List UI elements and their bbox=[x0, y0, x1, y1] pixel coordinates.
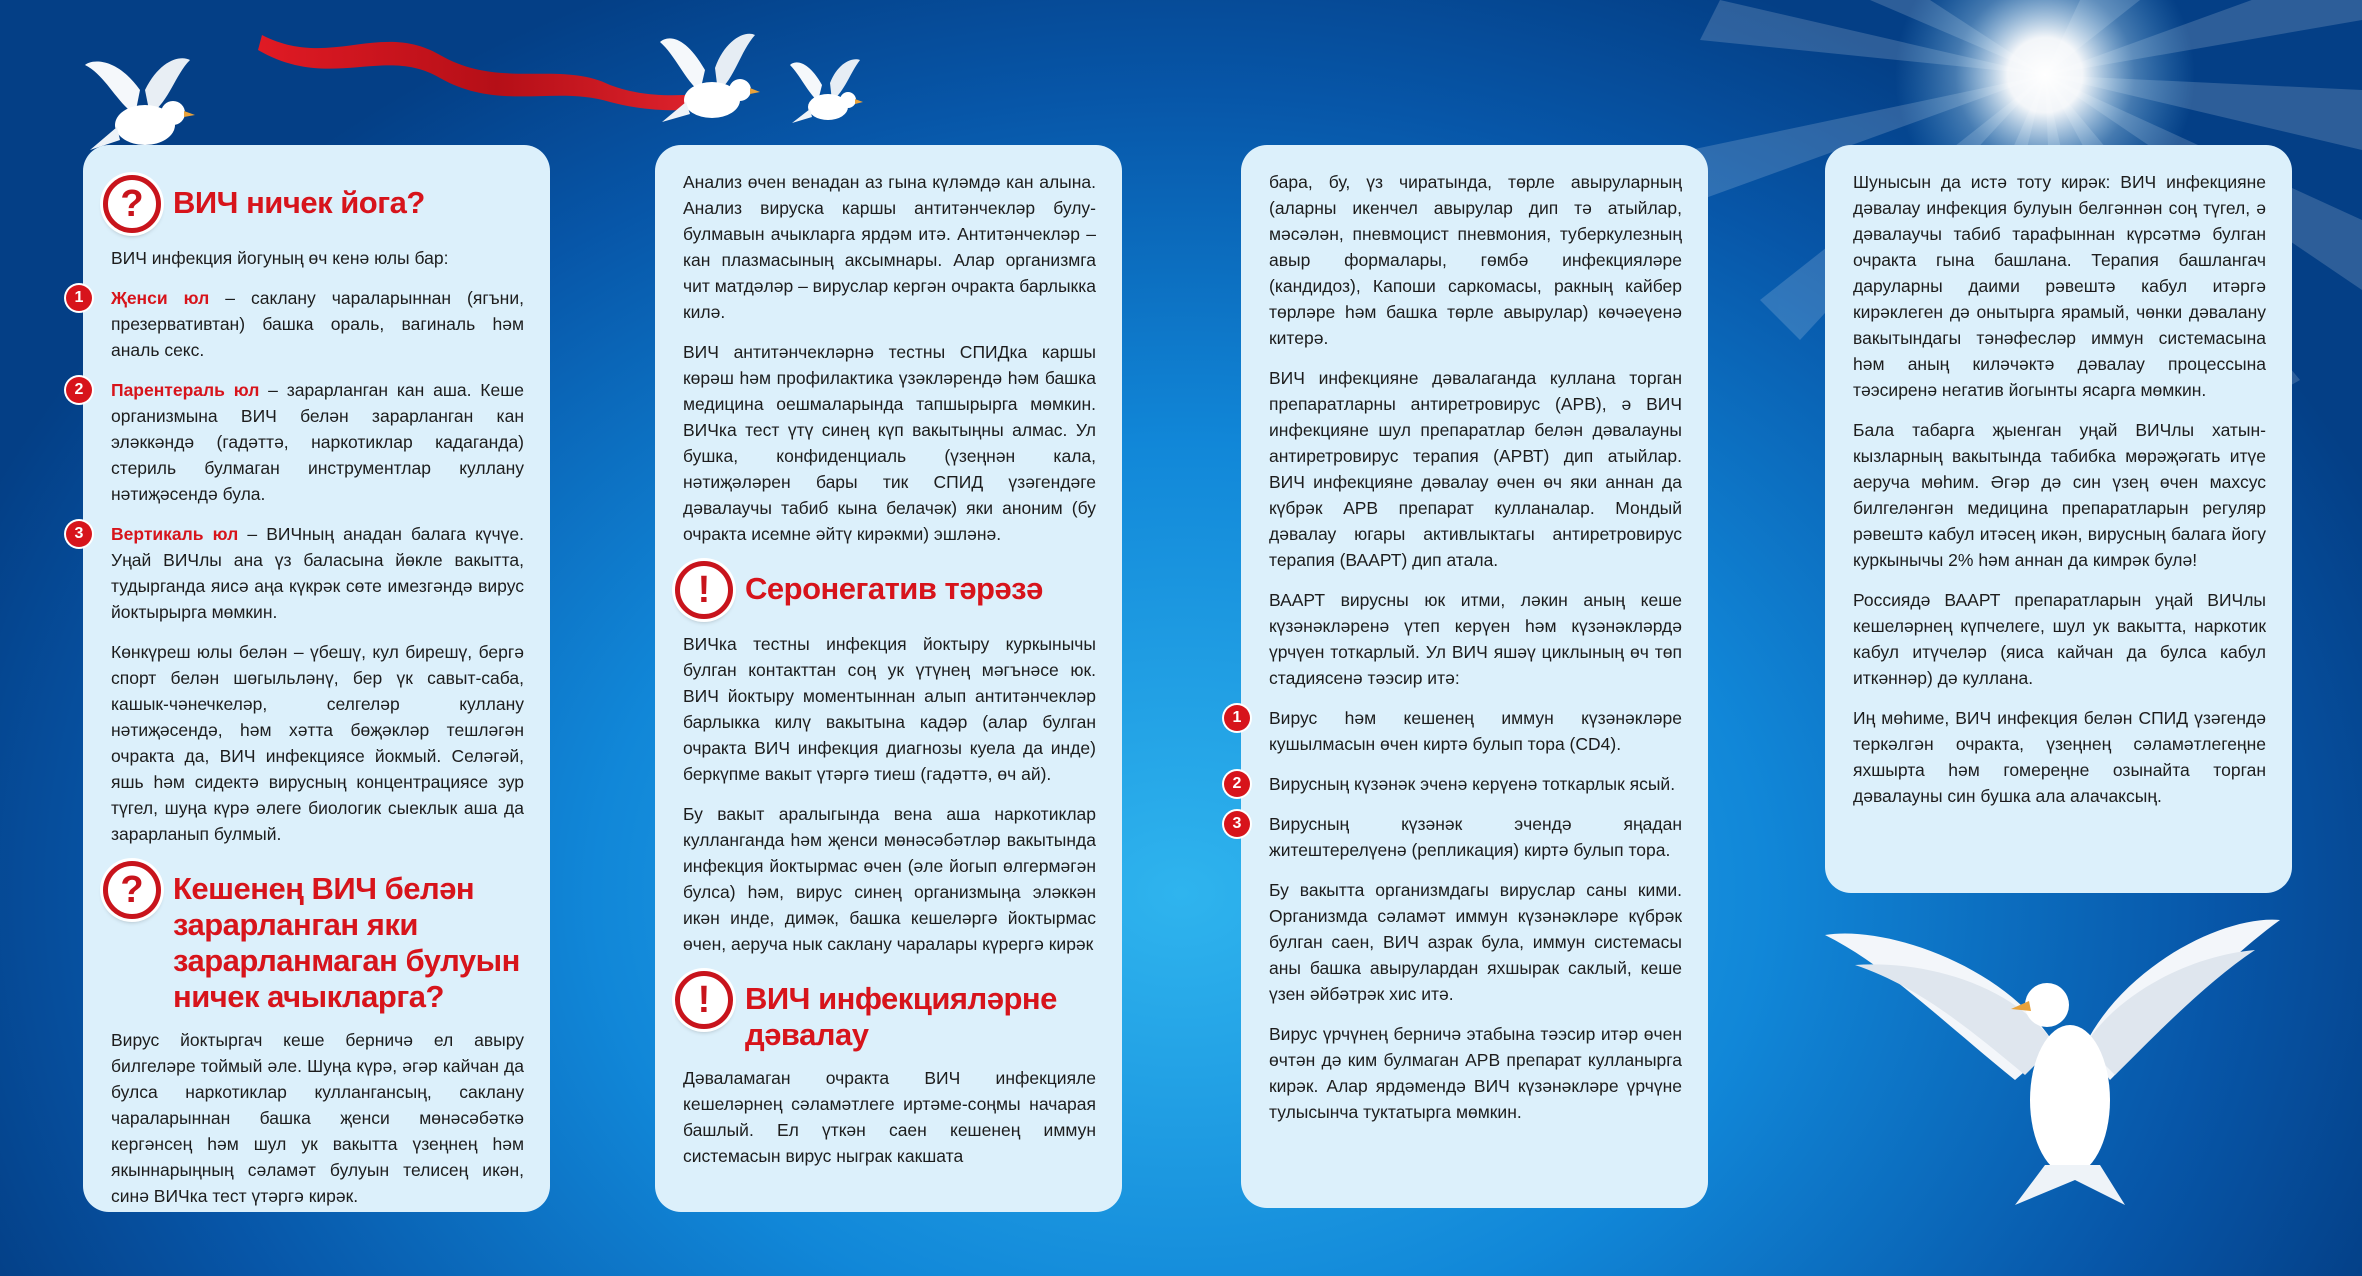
body-paragraph: Көнкүреш юлы белән – үбешү, кул бирешү, бергә спорт белән шөгыльләнү, бер үк савыт-саба, кашык-чәнечкеләр, селгеләр куллану нәтиҗәсендә, һәм хәтта бөҗәкләр тешләгән очракта да, ВИЧ инфекциясе йокмый. Селәгәй, яшь һәм сидектә вирусның концентрациясе зур түгел, шуңа күрә әлеге биологик сыеклык аша да зарарланып булмый. bbox=[111, 642, 524, 844]
info-panel-2 bbox=[655, 145, 1122, 1212]
heading-how-to-know bbox=[103, 861, 524, 1015]
question-icon: ? bbox=[103, 175, 161, 233]
body-paragraph: Вирус үрчүнең берничә этабына тәэсир итәр өчен өчтән дә ким булмаган АРВ препарат кулланырга кирәк. Алар ярдәмендә ВИЧ күзәнәкләре үрчүне тулысынча туктатырга мөмкин. bbox=[1269, 1024, 1682, 1122]
section-title: ВИЧ инфекцияләрне дәвалау bbox=[745, 981, 1057, 1052]
body-paragraph: ВИЧ инфекцияне дәвалаганда куллана торган препаратларны антиретровирус (АРВ), ә ВИЧ инфекцияне шул препаратлар белән дәвалауны антиретровирус терапия (АРВТ) дип атыйлар. ВИЧ инфекцияне дәвалау өчен өч яки аннан да күбрәк АРВ препарат кулланалар. Мондый дәвалау югары активлыктагы антиретровирус терапия (ВААРТ) дип атала. bbox=[1269, 368, 1682, 570]
info-panel-1 bbox=[74, 145, 550, 1212]
item-text: – зарарланган кан аша. Кеше организмына ВИЧ белән зарарланган кан эләккәндә (гадәттә, наркотиклар кадаганда) стериль булмаган инструментлар куллану нәтиҗәсендә була. bbox=[111, 380, 524, 504]
body-paragraph: Анализ өчен венадан аз гына күләмдә кан алына. Анализ вируска каршы антитәнчекләр булу-булмавын ачыкларга ярдәм итә. Антитәнчекләр – кан плазмасының аксымнары. Алар организмга чит матдәләр – вируслар кергән очракта барлыкка килә. bbox=[683, 172, 1096, 322]
term-label: Җенси юл bbox=[111, 288, 210, 308]
list-item bbox=[74, 377, 524, 507]
dove-icon bbox=[85, 58, 195, 150]
body-paragraph: Бу вакытта организмдагы вируслар саны кими. Организмда сәламәт иммун күзәнәкләре күбрәк булган саен, ВИЧ азрак була, иммун системасы аны башка авырулардан яхшырак саклый, кеше үзен әйбәтрәк хис итә. bbox=[1269, 880, 1682, 1004]
list-item bbox=[74, 521, 525, 625]
list-item bbox=[74, 285, 524, 363]
number-badge: 2 bbox=[66, 377, 92, 403]
body-paragraph: Россиядә ВААРТ препаратларын уңай ВИЧлы кешеләрнең күпчелеге, шул ук вакытта, наркотик кабул итүчеләр (яиса кайчан да булса кабул иткәннәр) дә куллана. bbox=[1853, 590, 2266, 688]
list-item bbox=[1232, 811, 1682, 863]
info-panel-4 bbox=[1825, 145, 2292, 893]
body-paragraph: Иң мөһиме, ВИЧ инфекция белән СПИД үзәгендә теркәлгән очракта, үзеңнең сәламәтлегеңне яхшырта һәм гомереңне озынайта торган дәвалауны син бушка ала алачаксың. bbox=[1853, 708, 2266, 806]
item-text: Вирусның күзәнәк эчендә яңадан житештерелүенә (репликация) киртә булып тора. bbox=[1269, 814, 1682, 860]
item-text: Вирус һәм кешенең иммун күзәнәкләре кушылмасын өчен киртә булып тора (CD4). bbox=[1269, 708, 1682, 754]
question-icon: ? bbox=[103, 861, 161, 919]
section-title: Кешенең ВИЧ белән зарарланган яки зарарланмаган булуын ничек ачыкларга? bbox=[173, 871, 520, 1014]
intro-text: ВИЧ инфекция йогуның өч кенә юлы бар: bbox=[111, 248, 449, 268]
number-badge: 1 bbox=[1224, 705, 1250, 731]
list-item bbox=[1232, 771, 1682, 797]
section-title: Серонегатив тәрәзә bbox=[745, 571, 1043, 606]
body-paragraph: ВААРТ вирусны юк итми, ләкин аның кеше күзәнәкләренә үтеп керүен һәм күзәнәкләрдә үрчүен тоткарлый. Ул ВИЧ яшәү циклының өч төп стадиясенә тәэсир итә: bbox=[1269, 590, 1682, 688]
list-item bbox=[1232, 705, 1682, 757]
heading-seronegative-window bbox=[675, 561, 1096, 619]
dove-icon bbox=[1825, 920, 2280, 1205]
exclamation-icon: ! bbox=[675, 561, 733, 619]
body-paragraph: ВИЧ антитәнчекләрнә тестны СПИДка каршы көрәш һәм профилактика үзәкләрендә һәм башка медицина оешмаларында тапшырырга мөмкин. ВИЧка тест үтү синең күп вакытыңны алмас. Ул бушка, конфиденциаль (үзеңнән кала, нәтиҗәләрен бары тик СПИД үзәгендәге дәвалаучы табиб кына белачәк) яки аноним (бу очракта исемне әйтү кирәкми) эшләнә. bbox=[683, 342, 1096, 544]
body-paragraph: Бала табарга җыенган уңай ВИЧлы хатын-кызларның вакытында табибка мөрәҗәгать итүе аеруча мөһим. Әгәр дә син үзең өчен махсус билгеләнгән медицина препаратларын регуляр рәвештә кабул итәсең икән, вирусның балага йогу куркынычы 2% һәм аннан да кимрәк булә! bbox=[1853, 420, 2266, 570]
heading-how-transmitted bbox=[103, 175, 524, 233]
body-paragraph: Шунысын да истә тоту кирәк: ВИЧ инфекцияне дәвалау инфекция булуын белгәннән соң түгел, ә дәвалаучы табиб тарафыннан күрсәтмә булган очракта гына башлана. Терапия башлангач даруларны даими рәвештә кабул итәргә кирәклеген дә онытырга ярамый, чөнки дәвалану вакытындагы тәнәфесләр иммун системасына һәм аның киләчәктә дәвалау процессына тәэсиренә негатив йогынты ясарга мөмкин. bbox=[1853, 172, 2266, 400]
body-paragraph: Дәваламаган очракта ВИЧ инфекцияле кешеләрнең сәламәтлеге иртәме-соңмы начарая башлый. Ел үткән саен кешенең иммун системасын вирус ныграк какшата bbox=[683, 1068, 1096, 1166]
item-text: Вирусның күзәнәк эченә керүенә тоткарлык ясый. bbox=[1269, 774, 1676, 794]
section-title: ВИЧ ничек йога? bbox=[173, 185, 425, 220]
item-text: – ВИЧның анадан балага күчүе. Уңай ВИЧлы ана үз баласына йөкле вакытта, тудырганда яисә аңа күкрәк сөте имезгәндә вирус йоктырырга мөмкин. bbox=[111, 524, 525, 622]
body-paragraph: Бу вакыт аралыгында вена аша наркотиклар кулланганда һәм җенси мөнәсәбәтләр вакытында инфекция йоктырмас өчен (әле йогып өлгермәгән булса) һәм, вирус синең организмыңа эләккән икән инде, димәк, башка кешеләргә йоктырмас өчен, аеруча нык саклану чаралары күрергә кирәк bbox=[683, 804, 1096, 954]
item-text: – саклану чараларыннан (ягъни, презервативтан) башка ораль, вагиналь һәм аналь секс. bbox=[111, 288, 524, 360]
number-badge: 3 bbox=[1224, 811, 1250, 837]
heading-treatment bbox=[675, 971, 1096, 1053]
body-paragraph: ВИЧка тестны инфекция йоктыру куркынычы булган контакттан соң ук үтүнең мәгънәсе юк. ВИЧ йоктыру моментыннан алып антитәнчекләр барлыкка килү вакытына кадәр (алар булган очракта ВИЧ инфекция диагнозы куела да инде) беркүпме вакыт үтәргә тиеш (гадәттә, өч ай). bbox=[683, 634, 1096, 784]
number-badge: 1 bbox=[66, 285, 92, 311]
dove-icon bbox=[790, 59, 863, 123]
body-paragraph: Вирус йоктыргач кеше берничә ел авыру билгеләре тоймый әле. Шуңа күрә, әгәр кайчан да булса наркотиклар куллангансың, саклану чараларыннан башка җенси мөнәсәбәткә кергәнсең һәм шул ук вакытта үзеңнең һәм якыннарыңның сәламәт булуын телисең икән, синә ВИЧка тест үтәргә кирәк. bbox=[111, 1030, 524, 1206]
number-badge: 3 bbox=[66, 521, 92, 547]
body-paragraph: бара, бу, үз чиратында, төрле авыруларның (аларны икенчел авырулар дип тә атыйлар, мәсәлән, пневмоцист пневмония, туберкулезның авыр формалары, гөмбә инфекцияләре (кандидоз), Капоши саркомасы, ракның кайбер төрләре һәм башка төрле авырулар) көчәеүенә китерә. bbox=[1269, 172, 1682, 348]
red-ribbon bbox=[258, 35, 735, 110]
info-panel-3 bbox=[1232, 145, 1708, 1208]
term-label: Парентераль юл bbox=[111, 380, 260, 400]
number-badge: 2 bbox=[1224, 771, 1250, 797]
term-label: Вертикаль юл bbox=[111, 524, 239, 544]
exclamation-icon: ! bbox=[675, 971, 733, 1029]
